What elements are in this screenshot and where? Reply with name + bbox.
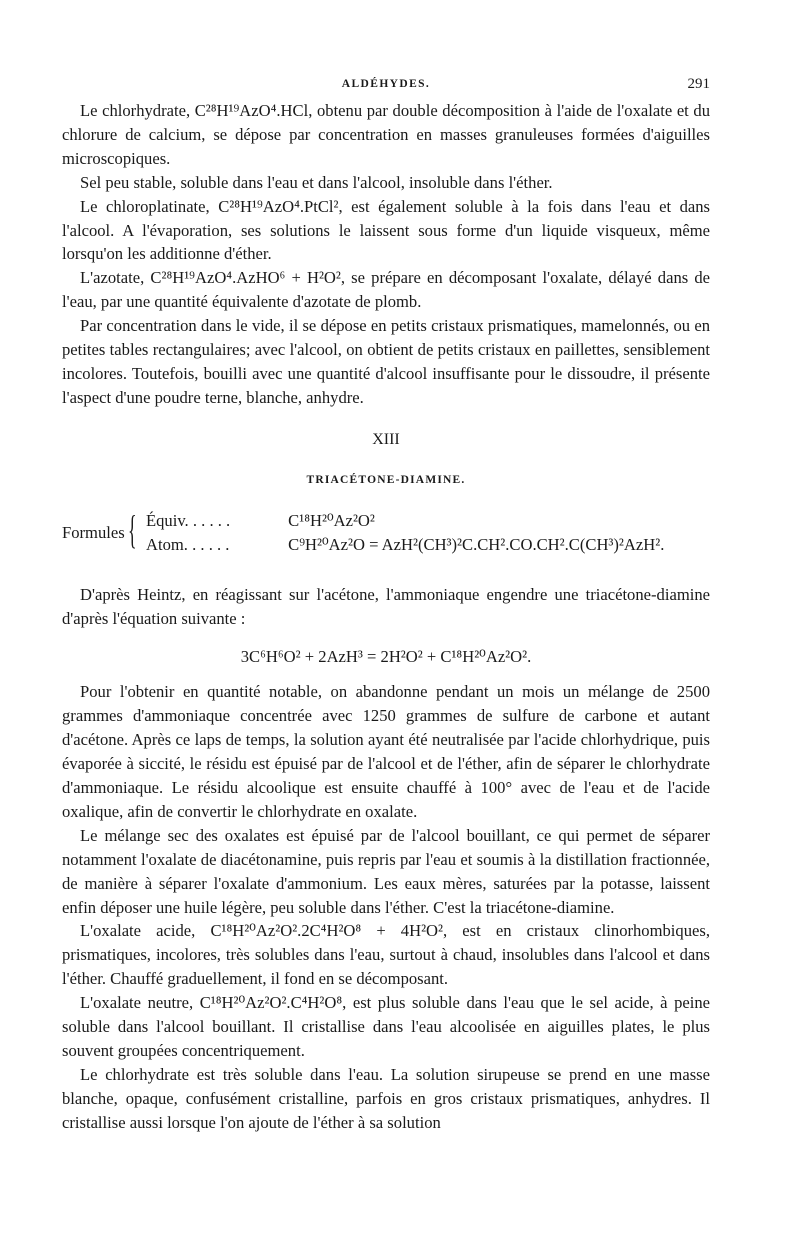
formula-block <box>62 507 710 559</box>
page-body <box>62 99 710 1135</box>
page-header <box>62 76 710 96</box>
formula-atom-value: C⁹H²⁰Az²O = AzH²(CH³)²C.CH².CO.CH².C(CH³)²AzH². <box>288 534 665 554</box>
paragraph-stability: Sel peu stable, soluble dans l'eau et dans l'alcool, insoluble dans l'éther. <box>80 172 553 192</box>
paragraph-intro: D'après Heintz, en réagissant sur l'acétone, l'ammoniaque engendre une triacétone-diamine d'après l'équation suivante : <box>62 584 710 628</box>
section-number: XIII <box>372 430 400 448</box>
formula-label: Formules <box>62 522 125 542</box>
paragraph-chlorhydrate-final: Le chlorhydrate est très soluble dans l'eau. La solution sirupeuse se prend en une masse blanche, opaque, confusément cristalline, parfois en gros cristaux prismatiques, anhydres. Il cristallise aussi lorsque l'on ajoute de l'éther à sa solution <box>62 1064 710 1132</box>
page-number: 291 <box>687 76 710 92</box>
paragraph-oxalate-acide: L'oxalate acide, C¹⁸H²⁰Az²O².2C⁴H²O⁸ + 4H²O², est en cristaux clinorhombiques, prismatiques, incolores, très solubles dans l'eau, surtout à chaud, insolubles dans l'alcool et dans l'éther. Chauffé graduellement, il fond en se décomposant. <box>62 921 710 989</box>
section-title: TRIACÉTONE-DIAMINE. <box>306 473 466 486</box>
formula-atom-label: Atom. . . . . . <box>146 534 230 554</box>
paragraph-chloroplatinate: Le chloroplatinate, C²⁸H¹⁹AzO⁴.PtCl², est également soluble à la fois dans l'eau et dans l'alcool. A l'évaporation, ses solutions le laissent sous forme d'un liquide visqueux, même lorsqu'on les additionne d'éther. <box>62 196 710 264</box>
formula-equiv-value: C¹⁸H²⁰Az²O² <box>288 510 375 530</box>
paragraph-azotate: L'azotate, C²⁸H¹⁹AzO⁴.AzHO⁶ + H²O², se prépare en décomposant l'oxalate, délayé dans de l'eau, par une quantité équivalente d'azotate de plomb. <box>62 268 710 312</box>
formula-equiv-label: Équiv. . . . . . <box>146 510 231 530</box>
running-head: ALDÉHYDES. <box>341 78 431 90</box>
paragraph-oxalate-neutre: L'oxalate neutre, C¹⁸H²⁰Az²O².C⁴H²O⁸, est plus soluble dans l'eau que le sel acide, à peine soluble dans l'alcool bouillant. Il cristallise dans l'eau alcoolisée en aiguilles plates, le plus souvent groupées concentriquement. <box>62 993 710 1060</box>
formula-equiv-row <box>146 509 375 533</box>
brace-symbol: { <box>128 506 137 552</box>
paragraph-separation: Le mélange sec des oxalates est épuisé par de l'alcool bouillant, ce qui permet de séparer notamment l'oxalate de diacétonamine, puis repris par l'eau et soumis à la distillation fractionnée, de manière à séparer l'oxalate d'ammonium. Les eaux mères, saturées par la potasse, laissent enfin déposer une huile légère, peu soluble dans l'éther. C'est la triacétone-diamine. <box>62 825 710 917</box>
paragraph-preparation: Pour l'obtenir en quantité notable, on abandonne pendant un mois un mélange de 2500 grammes d'ammoniaque concentrée avec 1250 grammes de sulfure de carbone et autant d'acétone. Après ce laps de temps, la solution ayant été neutralisée par l'acide chlorhydrique, puis évaporée à siccité, le résidu est épuisé par de l'alcool et de l'éther, afin de séparer le chlorhydrate d'ammoniaque. Le résidu alcoolique est ensuite chauffé à 100° avec de l'eau et de l'acide oxalique, afin de convertir le chlorhydrate en oxalate. <box>62 682 710 821</box>
paragraph-concentration: Par concentration dans le vide, il se dépose en petits cristaux prismatiques, mamelonnés, ou en petites tables rectangulaires; avec l'alcool, on obtient de petits cristaux en paillettes, sensiblement incolores. Toutefois, bouilli avec une quantité d'alcool insuffisante pour le dissoudre, il présente l'aspect d'une poudre terne, blanche, anhydre. <box>62 316 710 407</box>
formula-atom-row <box>146 533 664 557</box>
reaction-equation: 3C⁶H⁶O² + 2AzH³ = 2H²O² + C¹⁸H²⁰Az²O². <box>240 646 532 666</box>
paragraph-chlorhydrate: Le chlorhydrate, C²⁸H¹⁹AzO⁴.HCl, obtenu par double décomposition à l'aide de l'oxalate et du chlorure de calcium, se dépose par concentration en masses granuleuses formées d'aiguilles microscopiques. <box>62 101 710 168</box>
